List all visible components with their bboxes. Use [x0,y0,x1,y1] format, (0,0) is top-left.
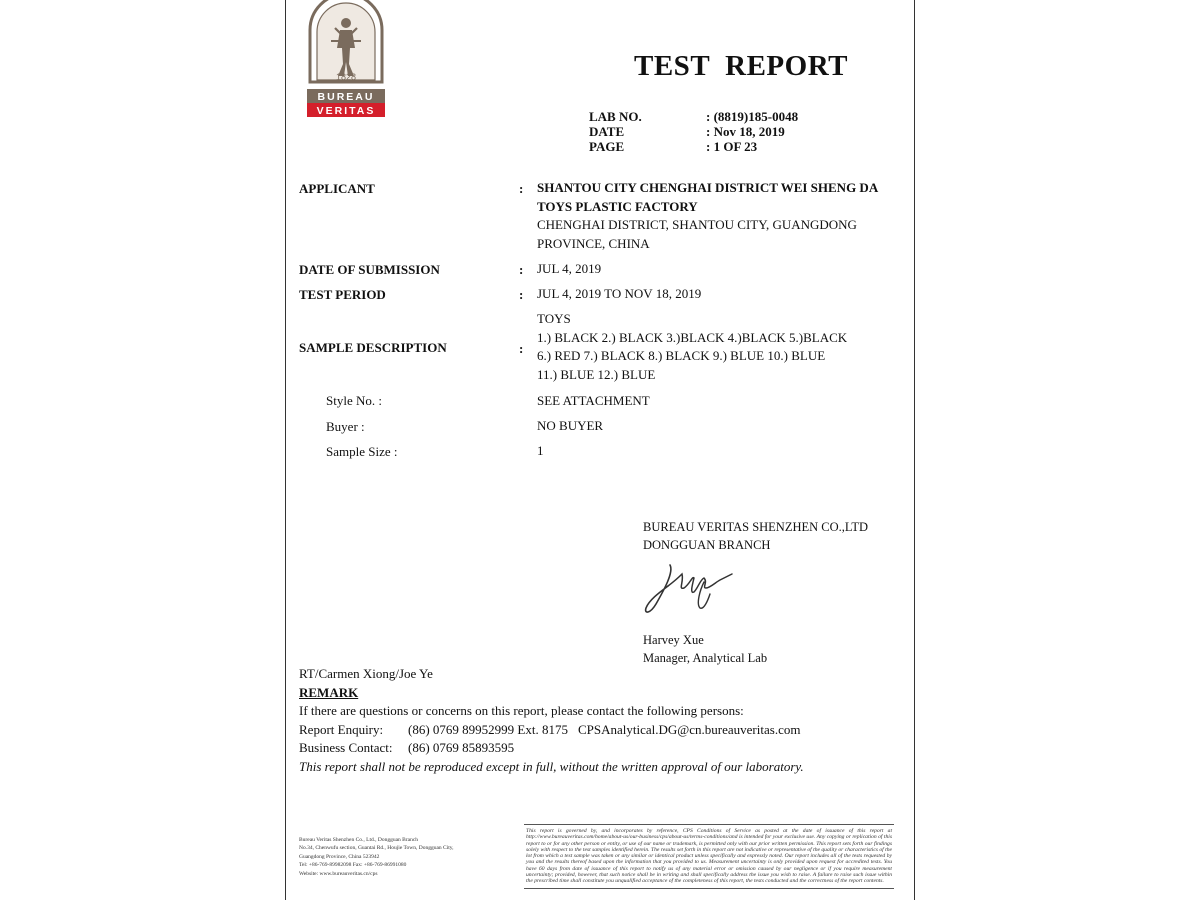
applicant-address-line1: CHENGHAI DISTRICT, SHANTOU CITY, GUANGDONG [537,217,857,232]
footer-address-line: No.34, Chenwufu section, Guantai Rd., Houjie Town, Dongguan City, [299,845,454,852]
buyer-label: Buyer : [326,419,365,434]
page-value: : 1 OF 23 [706,139,758,154]
sample-size-value: 1 [537,443,544,458]
sample-line: 6.) RED 7.) BLACK 8.) BLACK 9.) BLUE 10.) BLUE [537,348,826,363]
report-enquiry-phone: (86) 0769 89952999 Ext. 8175 [408,722,568,737]
report-enquiry-email: CPSAnalytical.DG@cn.bureauveritas.com [578,722,801,737]
svg-text:1828: 1828 [335,72,357,82]
test-period-label: TEST PERIOD [299,287,386,302]
sample-description-colon: : [519,341,524,356]
footer-address-line: Guangdong Province, China 523942 [299,853,380,860]
test-period-colon: : [519,287,524,302]
seal-icon [297,0,395,120]
style-no-label: Style No. : [326,393,382,408]
footer-address-line: Website: www.bureauveritas.cn/cps [299,870,378,877]
company-line1: BUREAU VERITAS SHENZHEN CO.,LTD [643,520,869,534]
report-page [285,0,915,900]
sample-line: TOYS [537,311,571,326]
remark-intro: If there are questions or concerns on this report, please contact the following persons: [299,703,744,718]
test-period-value: JUL 4, 2019 TO NOV 18, 2019 [537,286,702,301]
applicant-name-line1: SHANTOU CITY CHENGHAI DISTRICT WEI SHENG DA [537,180,879,195]
signatory-name: Harvey Xue [643,633,704,647]
style-no-value: SEE ATTACHMENT [537,393,650,408]
submission-label: DATE OF SUBMISSION [299,262,440,277]
report-enquiry-label: Report Enquiry: [299,722,384,737]
signatory-person [643,631,767,667]
business-contact-phone: (86) 0769 85893595 [408,740,515,755]
applicant-name-line2: TOYS PLASTIC FACTORY [537,198,698,214]
sample-line: 1.) BLACK 2.) BLACK 3.)BLACK 4.)BLACK 5.)BLACK [537,329,848,345]
footer-address-line: Bureau Veritas Shenzhen Co., Ltd., Dongguan Branch [299,837,419,843]
svg-text:VERITAS: VERITAS [316,105,376,117]
sample-line: 11.) BLUE 12.) BLUE [537,366,656,382]
page-label: PAGE [589,139,625,154]
applicant-colon: : [519,181,524,196]
sample-description-label: SAMPLE DESCRIPTION [299,340,447,355]
applicant-address-line2: PROVINCE, CHINA [537,235,650,251]
lab-no-value: : (8819)185-0048 [706,109,799,124]
sample-size-label: Sample Size : [326,444,398,459]
bureau-veritas-logo [297,0,395,120]
reproduction-disclaimer: This report shall not be reproduced except in full, without the written approval of our laboratory. [299,759,804,774]
applicant-value [537,179,878,253]
submission-value: JUL 4, 2019 [537,261,602,276]
footer-terms: This report is governed by, and incorporates by reference, CPS Conditions of Service as posted at the date of issuance of this report at http://www.bureauveritas.com/home/about-us/our-business/cps/about-us/terms-conditions/and is intended for your exclusive use. Any copying or replication of this report to or for any other person or entity, or use of our name or trademark, is permitted only with our prior written permission. This report sets forth our findings solely with respect to the test samples identified herein. The results set forth in this report are not indicative or representative of the quality or characteristics of the lot from which a test sample was taken or any similar or identical product unless specifically and expressly noted. Our report includes all of the tests requested by you and the results thereof based upon the information that you provided to us. Measurement uncertainty is only provided upon request for accredited tests. You have 60 days from date of issuance of this report to notify us of any material error or omission caused by our negligence or if you require measurement uncertainty; provided, however, that such notice shall be in writing and shall specifically address the issue you wish to raise. A failure to raise such issue within the prescribed time shall constitute you unqualified acceptance of the completeness of this report, the tests conducted and the correctness of the report contents. [524,824,894,889]
footer-address [299,836,499,878]
footer-address-line: Tel: +86-769-89982098 Fax: +86-769-86991080 [299,862,407,869]
company-line2: DONGGUAN BRANCH [643,538,771,552]
signatory-role: Manager, Analytical Lab [643,651,768,665]
submission-colon: : [519,262,524,277]
signatory-company [643,518,868,554]
remark-title: REMARK [299,685,359,700]
signature-image [640,560,750,618]
lab-no-label: LAB NO. [589,109,642,124]
report-title: TEST REPORT [634,50,848,82]
applicant-label: APPLICANT [299,181,375,196]
business-contact-label: Business Contact: [299,740,393,755]
date-value: : Nov 18, 2019 [706,124,785,139]
buyer-value: NO BUYER [537,418,604,433]
date-label: DATE [589,124,625,139]
sample-description-value [537,310,847,384]
svg-text:BUREAU: BUREAU [317,91,375,103]
initials: RT/Carmen Xiong/Joe Ye [299,666,433,681]
